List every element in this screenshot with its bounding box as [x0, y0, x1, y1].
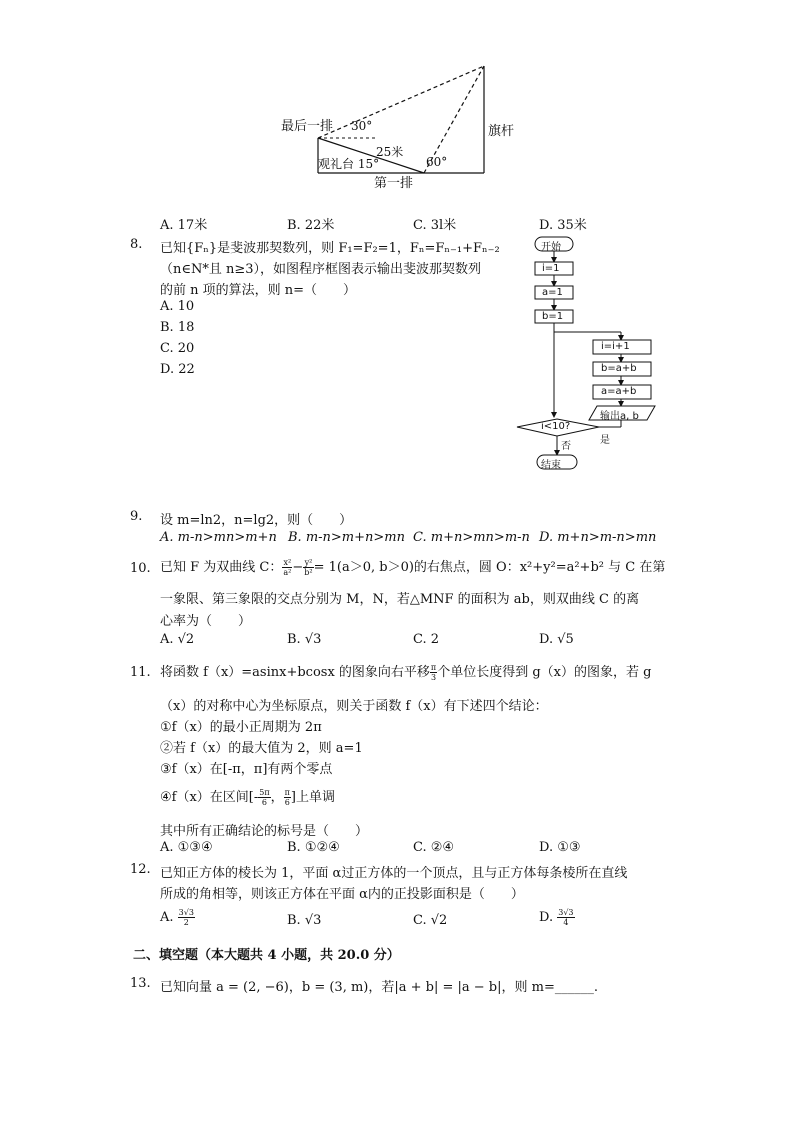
fig-label-25m: 25米	[376, 145, 404, 159]
q11-claim4	[160, 786, 335, 807]
q12-frac-a: $\frac{3√3}{2}$	[178, 908, 194, 927]
q10-number: 10.	[130, 561, 151, 576]
q12-line2: 所成的角相等，则该正方体在平面 α内的正投影面积是（ ）	[160, 887, 524, 902]
q11-option-b: B. ①②④	[287, 840, 340, 855]
q11-frac-pi6: $\frac{\pi}{6}$	[284, 788, 290, 807]
q11-claim4a: ④f（x）在区间[-	[160, 790, 259, 805]
flow-loop-i: i=i+1	[601, 341, 630, 352]
q10-line1	[160, 556, 665, 577]
q10-line3: 心率为（ ）	[160, 614, 252, 629]
q11-line1b: 个单位长度得到 g（x）的图象，若 g	[437, 665, 652, 680]
flow-start: 开始	[541, 242, 561, 253]
q8-line2: （n∈N*且 n≥3），如图程序框图表示输出斐波那契数列	[160, 262, 482, 277]
q12-line1: 已知正方体的棱长为 1，平面 α过正方体的一个顶点，且与正方体每条棱所在直线	[160, 866, 628, 881]
q8-option-c: C. 20	[160, 341, 195, 356]
q10-option-b: B. √3	[287, 632, 322, 647]
q11-claim1: ①f（x）的最小正周期为 2π	[160, 720, 322, 735]
q13-text: 已知向量 a = (2, −6)，b = (3, m)，若|a + b| = |a − b|，则 m=______.	[160, 980, 598, 995]
q11-line2: （x）的对称中心为坐标原点，则关于函数 f（x）有下述四个结论：	[160, 699, 548, 714]
q9-text: 设 m=ln2，n=lg2，则（ ）	[160, 513, 353, 528]
q9-option-b: B. m-n>m+n>mn	[288, 530, 405, 545]
q10-frac-y: $\frac{\text{y²}}{\text{b²}}$	[304, 558, 313, 577]
fig-label-last-row: 最后一排	[281, 119, 334, 134]
q12-frac-d: $\frac{3√3}{4}$	[558, 908, 574, 927]
q10-minus: −	[292, 560, 304, 575]
q7-option-d: D. 35米	[539, 218, 587, 233]
q7-option-b: B. 22米	[287, 218, 335, 233]
q10-line1b: = 1(a＞0, b＞0)的右焦点，圆 O：x²+y²=a²+b² 与 C 在第	[313, 560, 666, 575]
flowchart	[515, 232, 665, 477]
q12-option-b: B. √3	[287, 913, 322, 928]
q10-option-d: D. √5	[539, 632, 574, 647]
q9-option-d: D. m+n>m-n>mn	[539, 530, 657, 545]
q8-line3: 的前 n 项的算法，则 n=（ ）	[160, 283, 357, 298]
q11-frac-5pi6: $\frac{5\pi}{6}$	[259, 788, 270, 807]
flow-step-a: a=1	[542, 287, 563, 298]
fig-label-60: 60°	[426, 155, 448, 169]
fig-label-30: 30°	[351, 119, 373, 133]
q12-option-c: C. √2	[413, 913, 448, 928]
flow-end: 结束	[541, 460, 561, 471]
q8-option-a: A. 10	[160, 299, 195, 314]
q9-number: 9.	[130, 509, 143, 524]
q10-line1a: 已知 F 为双曲线 C：	[160, 560, 283, 575]
fig-label-platform: 观礼台 15°	[318, 157, 380, 171]
q11-shift-frac: $\frac{\pi}{3}$	[430, 663, 437, 682]
q11-claim4b: ]上单调	[290, 790, 335, 805]
flow-loop-a: a=a+b	[601, 386, 637, 397]
q12-number: 12.	[130, 862, 151, 877]
flow-output: 输出a, b	[600, 411, 639, 422]
q7-option-a: A. 17米	[160, 218, 208, 233]
q7-option-c: C. 3l米	[413, 218, 457, 233]
q8-option-d: D. 22	[160, 362, 195, 377]
q8-option-b: B. 18	[160, 320, 195, 335]
q11-line1a: 将函数 f（x）=asinx+bcosx 的图象向右平移	[160, 665, 430, 680]
section-title: 二、填空题（本大题共 4 小题，共 20.0 分）	[133, 948, 400, 963]
q11-claim4-sep: ，	[270, 790, 284, 805]
flow-step-i: i=1	[542, 263, 560, 274]
q12-option-d: D. $\frac{3√3}{4}$	[539, 908, 574, 927]
q11-question: 其中所有正确结论的标号是（ ）	[160, 824, 369, 839]
flow-step-b: b=1	[542, 311, 564, 322]
flow-yes: 是	[600, 435, 610, 446]
q10-line2: 一象限、第三象限的交点分别为 M，N，若△MNF 的面积为 ab，则双曲线 C 的离	[160, 592, 640, 607]
q11-option-a: A. ①③④	[160, 840, 213, 855]
q12-option-a: A. $\frac{3√3}{2}$	[160, 908, 194, 927]
q8-line1: 已知{Fₙ}是斐波那契数列，则 F₁=F₂=1，Fₙ=Fₙ₋₁+Fₙ₋₂	[160, 241, 500, 256]
q13-number: 13.	[130, 976, 151, 991]
flow-condition: i<10?	[541, 421, 571, 432]
q11-option-d: D. ①③	[539, 840, 581, 855]
q10-frac-x: $\frac{\text{x²}}{\text{a²}}$	[283, 558, 292, 577]
q11-claim2: ②若 f（x）的最大值为 2，则 a=1	[160, 741, 363, 756]
flow-loop-b: b=a+b	[601, 363, 637, 374]
q11-claim3: ③f（x）在[-π，π]有两个零点	[160, 762, 333, 777]
q10-option-c: C. 2	[413, 632, 440, 647]
q11-line1	[160, 661, 651, 682]
q11-number: 11.	[130, 665, 151, 680]
q8-number: 8.	[130, 237, 143, 252]
q9-option-a: A. m-n>mn>m+n	[160, 530, 277, 545]
fig-label-flagpole: 旗杆	[488, 124, 515, 139]
q11-option-c: C. ②④	[413, 840, 455, 855]
q9-option-c: C. m+n>mn>m-n	[413, 530, 530, 545]
fig-label-first-row: 第一排	[374, 176, 414, 191]
flow-no: 否	[561, 441, 571, 452]
q10-option-a: A. √2	[160, 632, 195, 647]
